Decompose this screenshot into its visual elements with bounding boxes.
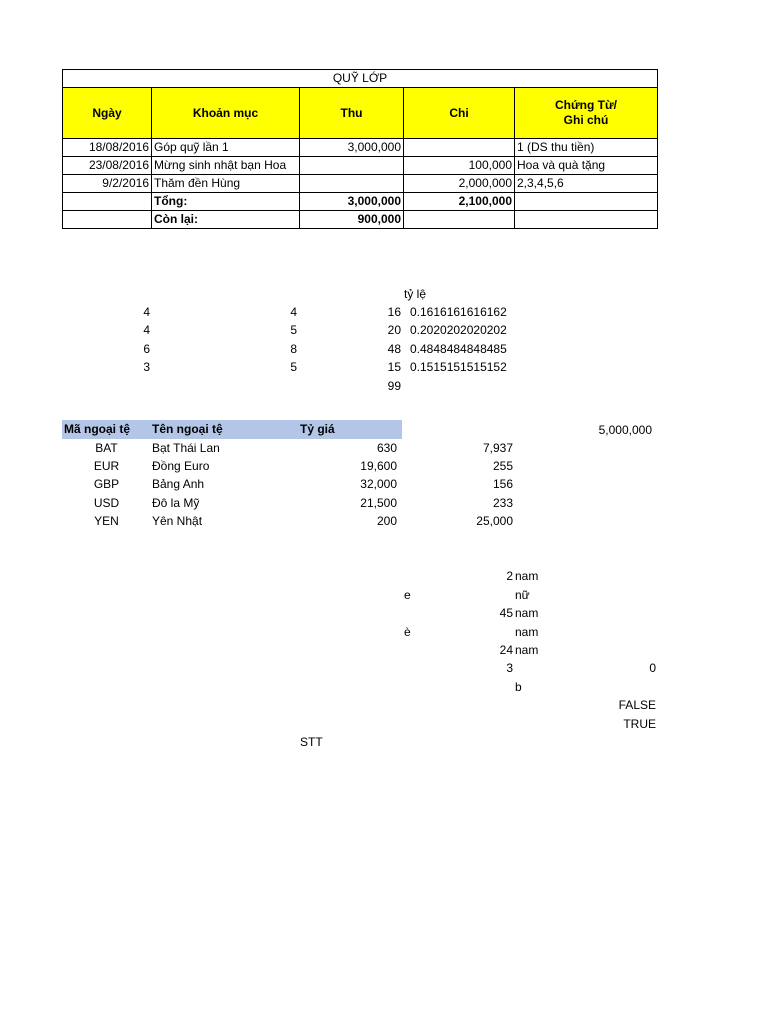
row-note[interactable]: 2,3,4,5,6 — [515, 175, 658, 193]
header-item[interactable]: Khoản mục — [152, 88, 300, 139]
ratio-a[interactable]: 4 — [143, 323, 150, 337]
total-income[interactable]: 3,000,000 — [300, 193, 404, 211]
ratio-rate[interactable]: 0.4848484848485 — [410, 342, 507, 356]
misc-cell[interactable]: 24 — [499, 643, 513, 657]
row-note[interactable]: 1 (DS thu tiền) — [515, 139, 658, 157]
ratio-header[interactable]: tỷ lệ — [404, 287, 427, 301]
fx-code[interactable]: GBP — [93, 477, 120, 491]
fx-rate[interactable]: 630 — [376, 441, 397, 455]
row-expense[interactable]: 100,000 — [404, 157, 515, 175]
remaining-row — [63, 211, 658, 229]
fx-header-row — [62, 420, 402, 439]
header-note[interactable]: Chứng Từ/ Ghi chú — [515, 88, 658, 139]
row-date[interactable]: 9/2/2016 — [63, 175, 152, 193]
fx-rate[interactable]: 32,000 — [360, 477, 397, 491]
misc-cell[interactable]: 2 — [506, 569, 513, 583]
misc-cell[interactable]: nam — [515, 606, 539, 620]
ratio-b[interactable]: 5 — [290, 360, 297, 374]
fx-code[interactable]: BAT — [95, 441, 118, 455]
misc-cell[interactable]: e — [404, 588, 411, 602]
empty-cell[interactable] — [515, 193, 658, 211]
fx-amount[interactable]: 5,000,000 — [598, 423, 652, 437]
ratio-a[interactable]: 6 — [143, 342, 150, 356]
fx-rate[interactable]: 200 — [376, 514, 397, 528]
fx-rate[interactable]: 19,600 — [360, 459, 397, 473]
fx-header-code[interactable]: Mã ngoại tệ — [64, 422, 131, 436]
misc-cell[interactable]: nam — [515, 643, 539, 657]
ratio-b[interactable]: 8 — [290, 342, 297, 356]
row-item[interactable]: Góp quỹ lần 1 — [152, 139, 300, 157]
true-cell[interactable]: TRUE — [623, 717, 656, 731]
ratio-rate[interactable]: 0.2020202020202 — [410, 323, 507, 337]
row-expense[interactable]: 2,000,000 — [404, 175, 515, 193]
total-label[interactable]: Tổng: — [152, 193, 300, 211]
row-income[interactable] — [300, 157, 404, 175]
misc-cell[interactable]: 45 — [499, 606, 513, 620]
table-row — [63, 139, 658, 157]
class-fund-table — [62, 69, 658, 229]
ratio-a[interactable]: 4 — [143, 305, 150, 319]
header-date[interactable]: Ngày — [63, 88, 152, 139]
row-item[interactable]: Mừng sinh nhật bạn Hoa — [152, 157, 300, 175]
ratio-product[interactable]: 16 — [387, 305, 401, 319]
misc-cell[interactable]: 0 — [649, 661, 656, 675]
header-income[interactable]: Thu — [300, 88, 404, 139]
ratio-rate[interactable]: 0.1515151515152 — [410, 360, 507, 374]
misc-cell[interactable]: 3 — [506, 661, 513, 675]
total-expense[interactable]: 2,100,000 — [404, 193, 515, 211]
stt-cell[interactable]: STT — [300, 735, 323, 749]
fx-code[interactable]: EUR — [93, 459, 120, 473]
row-income[interactable] — [300, 175, 404, 193]
misc-cell[interactable]: nữ — [515, 588, 530, 602]
row-expense[interactable] — [404, 139, 515, 157]
fx-converted[interactable]: 25,000 — [476, 514, 513, 528]
fx-converted[interactable]: 233 — [492, 496, 513, 510]
ratio-product[interactable]: 20 — [387, 323, 401, 337]
empty-cell[interactable] — [63, 211, 152, 229]
fx-header-rate[interactable]: Tỷ giá — [300, 422, 335, 436]
fx-converted[interactable]: 7,937 — [482, 441, 513, 455]
table-row — [63, 157, 658, 175]
ratio-sum[interactable]: 99 — [387, 379, 401, 393]
fx-name[interactable]: Yên Nhật — [152, 514, 203, 528]
fx-code[interactable]: USD — [93, 496, 120, 510]
fx-converted[interactable]: 156 — [492, 477, 513, 491]
misc-cell[interactable]: b — [515, 680, 522, 694]
misc-cell[interactable]: nam — [515, 625, 539, 639]
misc-cell[interactable]: è — [404, 625, 411, 639]
row-date[interactable]: 23/08/2016 — [63, 157, 152, 175]
fx-name[interactable]: Đô la Mỹ — [152, 496, 200, 510]
ratio-b[interactable]: 4 — [290, 305, 297, 319]
table-row — [63, 175, 658, 193]
header-expense[interactable]: Chi — [404, 88, 515, 139]
remaining-value[interactable]: 900,000 — [300, 211, 404, 229]
fx-name[interactable]: Bạt Thái Lan — [152, 441, 220, 455]
ratio-product[interactable]: 15 — [387, 360, 401, 374]
fx-header-name[interactable]: Tên ngoại tệ — [152, 422, 223, 436]
false-cell[interactable]: FALSE — [618, 698, 656, 712]
empty-cell[interactable] — [515, 211, 658, 229]
row-income[interactable]: 3,000,000 — [300, 139, 404, 157]
fx-name[interactable]: Bảng Anh — [152, 477, 205, 491]
ratio-product[interactable]: 48 — [387, 342, 401, 356]
ratio-a[interactable]: 3 — [143, 360, 150, 374]
fx-name[interactable]: Đồng Euro — [152, 459, 210, 473]
row-note[interactable]: Hoa và quà tặng — [515, 157, 658, 175]
fx-code[interactable]: YEN — [94, 514, 119, 528]
fund-title[interactable]: QUỸ LỚP — [63, 70, 658, 88]
ratio-b[interactable]: 5 — [290, 323, 297, 337]
fx-converted[interactable]: 255 — [492, 459, 513, 473]
fx-rate[interactable]: 21,500 — [360, 496, 397, 510]
empty-cell[interactable] — [404, 211, 515, 229]
misc-cell[interactable]: nam — [515, 569, 539, 583]
row-date[interactable]: 18/08/2016 — [63, 139, 152, 157]
total-row — [63, 193, 658, 211]
empty-cell[interactable] — [63, 193, 152, 211]
remaining-label[interactable]: Còn lại: — [152, 211, 300, 229]
row-item[interactable]: Thăm đền Hùng — [152, 175, 300, 193]
ratio-rate[interactable]: 0.1616161616162 — [410, 305, 507, 319]
